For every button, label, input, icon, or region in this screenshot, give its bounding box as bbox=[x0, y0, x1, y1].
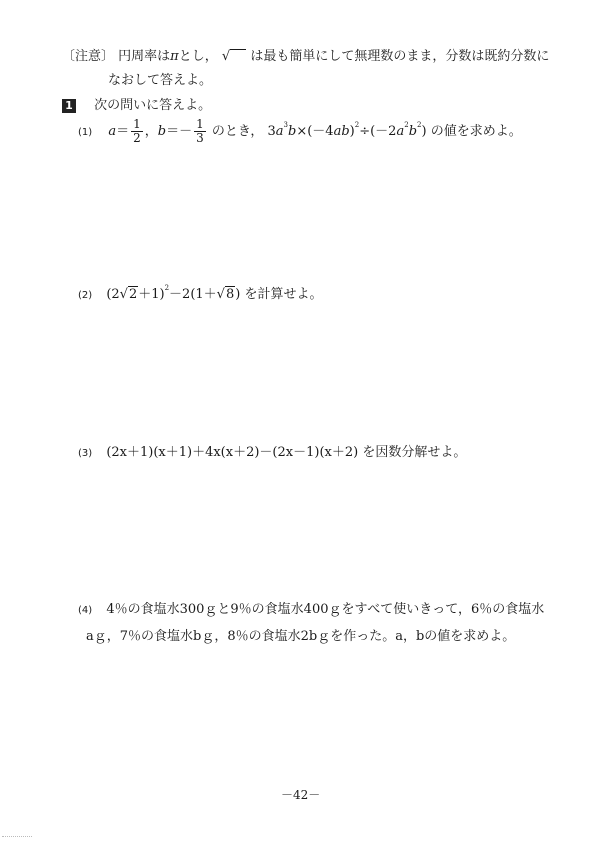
var-b: b bbox=[157, 124, 167, 139]
note-bracket-label: 〔注意〕 bbox=[62, 49, 115, 64]
condition-text: のとき， bbox=[211, 124, 264, 139]
pi-symbol: π bbox=[170, 49, 179, 64]
page-number: －42－ bbox=[281, 788, 321, 802]
note-text-pi-intro: 円周率は bbox=[118, 49, 171, 64]
note-text-rest: は最も簡単にして無理数のまま，分数は既約分数に bbox=[250, 49, 550, 64]
question-3 bbox=[78, 441, 466, 460]
section-header bbox=[62, 95, 211, 117]
question-1-label: (1) bbox=[78, 127, 93, 138]
fraction-one-third: $\frac{1}{3}$ bbox=[196, 117, 204, 145]
var-a: a bbox=[108, 124, 117, 139]
instruction-note bbox=[62, 48, 549, 66]
question-2-prompt: を計算せよ。 bbox=[244, 287, 323, 302]
equals-sign: ＝ bbox=[116, 124, 130, 139]
question-4-label: (4) bbox=[78, 605, 93, 616]
question-2-label: (2) bbox=[78, 290, 93, 301]
question-4-line1: 4％の食塩水300ｇと9％の食塩水400ｇをすべて使いきって，6％の食塩水 bbox=[106, 602, 545, 617]
question-4 bbox=[78, 598, 544, 617]
scan-mark bbox=[2, 836, 32, 842]
expression-3: (2x＋1)(x＋1)＋4x(x＋2)－(2x－1)(x＋2) bbox=[106, 445, 359, 460]
comma: ， bbox=[144, 124, 158, 139]
question-1-prompt: の値を求めよ。 bbox=[430, 124, 522, 139]
question-2 bbox=[78, 283, 322, 302]
question-3-label: (3) bbox=[78, 448, 93, 459]
expression-1: $3a^3b\times(-4ab)^2\div(-2a^2b^2)$ bbox=[267, 121, 427, 139]
question-4-line2: aｇ，7％の食塩水bｇ，8％の食塩水2bｇを作った。a，bの値を求めよ。 bbox=[86, 629, 516, 644]
equals-minus: ＝－ bbox=[166, 124, 193, 139]
instruction-note-line2: なおして答えよ。 bbox=[108, 73, 213, 88]
sqrt-symbol-icon: √ bbox=[222, 49, 246, 64]
fraction-one-half: $\frac{1}{2}$ bbox=[133, 117, 141, 145]
expression-2: $(2√2+1)^2-2(1+√8)$ bbox=[106, 284, 241, 302]
note-text-pi-outro: とし， bbox=[178, 49, 218, 64]
section-title: 次の問いに答えよ。 bbox=[94, 98, 212, 113]
question-3-prompt: を因数分解せよ。 bbox=[362, 445, 467, 460]
section-number-badge: 1 bbox=[62, 99, 76, 113]
question-1 bbox=[78, 118, 522, 145]
